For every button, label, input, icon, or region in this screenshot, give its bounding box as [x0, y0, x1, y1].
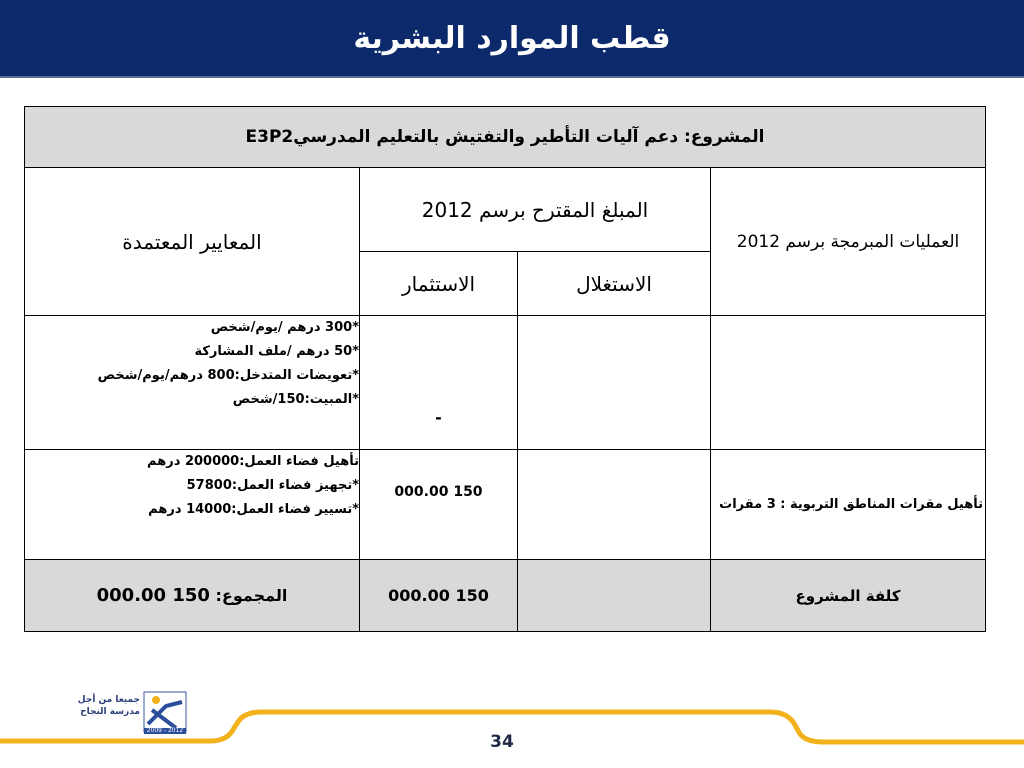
header-operations-text: العمليات المبرمجة برسم 2012: [736, 231, 960, 252]
row1-investment: -: [360, 316, 518, 450]
row2-operating: [518, 450, 711, 560]
project-title: المشروع: دعم آليات التأطير والتفتيش بالتعليم المدرسيE3P2: [245, 127, 765, 147]
criteria-item: *تسيير فضاء العمل:14000 درهم: [148, 502, 359, 517]
logo-years: 2009 - 2012: [146, 727, 184, 734]
total-sum: [25, 560, 360, 632]
header-criteria: [25, 168, 360, 316]
logo: [52, 688, 192, 738]
header-investment-text: الاستثمار: [401, 271, 476, 296]
table-row: [25, 316, 986, 450]
total-sum-value: 150 000.00: [96, 585, 210, 606]
page-number: 34: [490, 732, 514, 752]
title-bar: [0, 0, 1024, 78]
logo-line2: مدرسة النجاح: [80, 707, 140, 717]
header-investment: [360, 252, 518, 316]
row1-criteria: [25, 316, 360, 450]
criteria-item: *50 درهم /ملف المشاركة: [194, 344, 359, 359]
row2-criteria: [25, 450, 360, 560]
header-amount-text: المبلغ المقترح برسم 2012: [421, 197, 649, 222]
table-row: [25, 450, 986, 560]
total-sum-label: المجموع:: [215, 586, 288, 605]
header-operations: [711, 168, 986, 316]
criteria-item: *تعويضات المتدخل:800 درهم/يوم/شخص: [97, 368, 359, 383]
row1-operations: [711, 316, 986, 450]
project-table: [24, 106, 986, 632]
total-label: كلفة المشروع: [711, 560, 986, 632]
slide-title: قطب الموارد البشرية: [353, 20, 671, 56]
criteria-item: *المبيت:150/شخص: [232, 392, 359, 407]
criteria-item: تأهيل فضاء العمل:200000 درهم: [147, 454, 359, 469]
row2-operations: تأهيل مقرات المناطق التربوية : 3 مقرات: [711, 450, 986, 560]
total-operating: [518, 560, 711, 632]
criteria-item: *300 درهم /يوم/شخص: [210, 320, 359, 335]
header-amount: [360, 168, 711, 252]
row1-operating: [518, 316, 711, 450]
header-criteria-text: المعايير المعتمدة: [122, 229, 262, 254]
row2-investment: 150 000.00: [360, 450, 518, 560]
header-operating-text: الاستغلال: [576, 271, 652, 296]
header-operating: [518, 252, 711, 316]
project-title-cell: [25, 107, 986, 168]
total-investment: 150 000.00: [360, 560, 518, 632]
total-row: [25, 560, 986, 632]
criteria-item: *تجهيز فضاء العمل:57800: [186, 478, 359, 493]
logo-line1: جميعا من أجل: [77, 695, 140, 705]
